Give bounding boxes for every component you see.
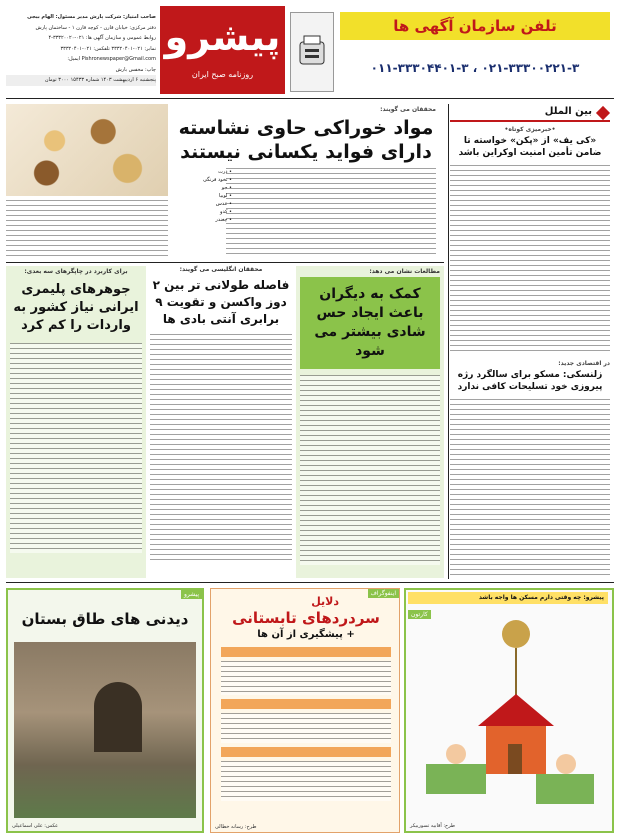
logo-name: پیشرو [164,15,281,59]
heat-bar [221,747,391,757]
bullet-item: • جو [221,185,232,191]
vaccine-article [150,266,292,578]
bullet-item: • کدو [220,209,232,215]
logo-sub: روزنامه صبح ایران [191,70,254,79]
bullet-item: • عدس [215,201,232,207]
ad-phone-box [340,12,610,92]
intl-article-2 [450,360,610,580]
section-intl [450,104,610,122]
masthead [0,0,620,98]
arch-shape [94,682,142,752]
heat-bar [221,647,391,657]
heat-tag: اینفوگراف [368,589,399,598]
article-body [450,399,610,579]
newspaper-logo [160,6,285,94]
cartoon-illustration [416,614,604,816]
intl-article [450,126,610,356]
article-title: جوهرهای پلیمری ایرانی نیاز کشور به واردات را کم کرد [13,282,139,333]
article-body [300,375,440,565]
cartoon-caption: پیشرو: چه وقتی دارم مسکن ها واجه باشد [408,592,608,604]
cartoon-box [404,588,614,833]
fax-phone-icon [290,12,334,92]
lead-photo [6,104,168,196]
divider [448,104,449,579]
heat-bar [221,699,391,709]
article-kicker: محققان انگلیسی می گویند: [179,266,263,273]
divider [6,98,614,99]
lead-body [226,168,436,258]
tagh-bostan-box [6,588,204,833]
credits [6,12,156,92]
tagh-photo [14,642,196,818]
bullet-item: • لوبیا [218,193,232,199]
heat-row [221,713,391,743]
credit-line: صاحب امتیاز: شرکت پارش مدیر مسئول: الهام بیجی [27,14,156,20]
diamond-icon [596,106,610,120]
article-body [10,343,142,553]
heat-credit: طرح: رسانه خطالی [215,824,257,830]
bullet-item: • نخود فرنگی [202,177,232,183]
credit-line: پنجشنبه ۶ اردیبهشت ۱۴۰۳ شماره ۱۵۴۳۳ ۳۰۰۰ تومان [6,75,156,86]
heat-kicker: دلایل [311,595,339,608]
heat-sub: + پیشگیری از آن ها [257,629,355,640]
divider [6,262,444,263]
bullet-item: • ذرت [218,169,232,175]
lead-kicker: محققان می گویند: [380,106,436,113]
article-kicker: •خبرمیزی کوتاه• [504,126,556,133]
ad-title: تلفن سازمان آگهی ها [340,12,610,40]
tagh-title: دیدنی های طاق بستان [21,610,189,628]
lead-title: مواد خوراکی حاوی نشاسته دارای فواید یکسانی نیستند [178,117,434,163]
kindness-article [296,266,444,578]
credit-line: دفتر مرکزی: خیابان قارن - کوچه قارن ۱ - ساختمان پارش [35,24,156,31]
heat-title: سردردهای تابستانی [232,609,380,627]
article-body [450,165,610,355]
bullet-item: • چغندر [215,217,232,223]
lead-bullets [176,168,232,258]
credit-line: چاپ: مخفس بارش [115,66,156,73]
heat-row [221,761,391,801]
article-kicker: مطالعات نشان می دهد: [369,268,440,275]
article-title: زلنسکی: مسکو برای سالگرد رژه پیروزی خود تسلیحات کافی ندارد [457,370,603,392]
divider [6,582,614,583]
cartoon-tag: کارتون [408,610,431,619]
tagh-credit: عکس: علی اسماعیلی [12,823,59,829]
article-body [150,334,292,564]
article-kicker: در اقتصادی جدید: [558,360,610,367]
article-kicker: برای کاربرد در چاپگرهای سه بعدی: [24,268,128,275]
heat-rows [221,647,391,817]
credit-line: نمابر: ۰۲۱-۳۳۳۲۰۴۰۱ تلفکس: ۰۲۱-۳۳۳۲۰۴۰۱ [60,45,156,52]
heat-infographic [210,588,400,833]
section-intl-label: بین الملل [544,106,592,117]
article-title: فاصله طولانی تر بین ۲ دوز واکسن و تقویت ۹ برابری آنتی بادی ها [152,278,290,326]
credit-line: Pishronewspaper@Gmail.com ایمیل: [67,56,156,62]
article-title: کمک به دیگران باعث ایجاد حس شادی بیشتر می شود [300,277,440,369]
polymer-article [6,266,146,578]
tagh-tag: پیشرو [181,590,202,599]
ad-phones: ۰۲۱-۳۳۳۰۰۲۲۱-۳ ، ۰۱۱-۳۳۳۰۴۴۰۱-۳ [370,61,580,75]
heat-row [221,661,391,695]
photo-caption [6,200,168,258]
article-title: «کی یف» از «پکن» خواسته تا ضامن تأمین امنیت اوکراین باشد [458,136,602,158]
credit-line: روابط عمومی و سازمان آگهی ها: ۰۲۱-۳۳۳۲۰۰۲۰-۴ [48,35,156,41]
lead-article [6,104,444,259]
cartoon-credit: طرح: آقابیه تسوربیکر [410,823,455,829]
